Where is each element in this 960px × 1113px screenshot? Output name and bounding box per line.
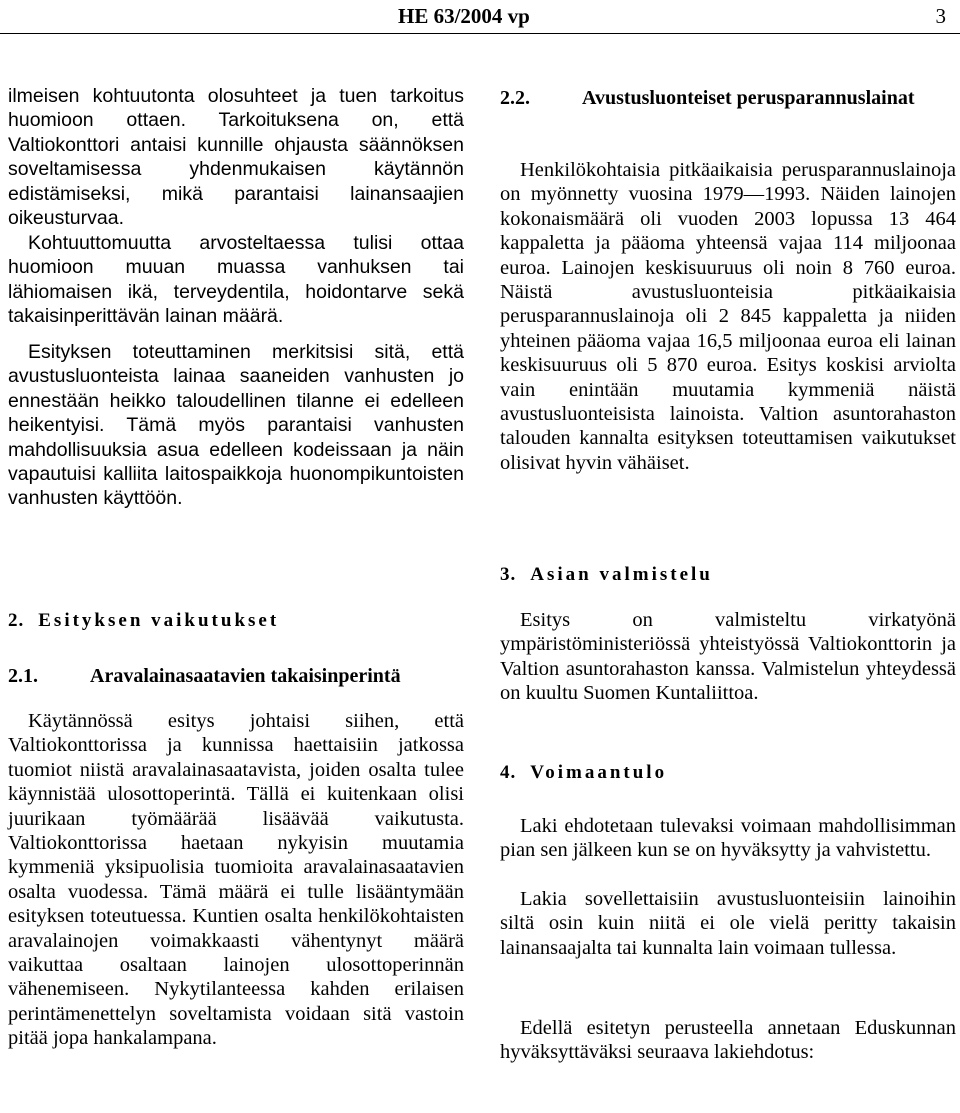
section-4-title: Voimaantulo [530, 762, 668, 783]
paragraph-kaytannossa: Käytännössä esitys johtaisi siihen, että Valtiokonttorissa ja kunnissa haettaisiin jatkossa tuomiot niistä aravalainasaatavista, joiden osalta tulee käynnistää ulosottoperintä. Tällä ei kuitenkaan olisi juurikaan työmäärää lisäävää vaikutusta. Valtiokonttorissa haetaan nykyisin muutamia kymmeniä yksipuolisia tuomioita aravalainasaatavien osalta vuodessa. Tämä määrä ei tulle lisääntymään esityksen toteutuessa. Kuntien osalta henkilökohtaisten aravalainojen voimakkaasti vähentynyt määrä vaikuttaa osaltaan lainojen ulosottoperinnän vähenemiseen. Nykytilanteessa kahden erilaisen perintämenettelyn soveltamista voidaan sitä vastoin pitää jopa hankalampana. [8, 710, 464, 1050]
section-2-2-number: 2.2. [500, 87, 530, 109]
section-2-2-heading [500, 86, 956, 110]
paragraph-esitys-valmisteltu: Esitys on valmisteltu virkatyönä ympäristöministeriössä yhteistyössä Valtiokonttorin ja Valtion asuntorahaston kanssa. Valmistelun yhteydessä on kuultu Suomen Kuntaliittoa. [500, 609, 956, 705]
section-2-number: 2. [8, 610, 25, 631]
section-2-1-title: Aravalainasaatavien takaisinperintä [90, 665, 401, 687]
section-4-heading [500, 762, 667, 784]
paragraph-henkilokohtaisia: Henkilökohtaisia pitkäaikaisia perusparannuslainoja on myönnetty vuosina 1979—1993. Näiden lainojen kokonaismäärä oli vuoden 2003 lopussa 13 464 kappaletta ja pääoma yhteensä vajaa 114 miljoonaa euroa. Lainojen keskisuuruus oli noin 8 760 euroa. Näistä avustusluonteisia pitkäaikaisia perusparannuslainoja oli 2 845 kappaletta ja niiden yhteinen pääoma vajaa 16,5 miljoonaa euroa eli lainan keskisuuruus oli 5 870 euroa. Esitys koskisi arviolta vain enintään muutamia kymmeniä näistä avustusluonteisista lainoista. Valtion asuntorahaston talouden kannalta esityksen toteuttamisen vaikutukset olisivat hyvin vähäiset. [500, 159, 956, 474]
paragraph-laki: Laki ehdotetaan tulevaksi voimaan mahdollisimman pian sen jälkeen kun se on hyväksytty ja vahvistettu. [500, 815, 956, 862]
header-rule [0, 33, 960, 34]
paragraph-kohtuuttomuutta: Kohtuuttomuutta arvosteltaessa tulisi ottaa huomioon muuan muassa vanhuksen tai lähiomaisen ikä, terveydentila, hoidontarve sekä takaisinperittävän lainan määrä. [8, 232, 464, 328]
section-2-1-number: 2.1. [8, 665, 38, 687]
section-2-title: Esityksen vaikutukset [38, 610, 280, 631]
section-2-heading [8, 610, 279, 632]
paragraph-continued: ilmeisen kohtuutonta olosuhteet ja tuen tarkoitus huomioon ottaen. Tarkoituksena on, että Valtiokonttori antaisi kunnille ohjausta säännöksen soveltamisessa yhdenmukaisen käytännön edistämiseksi, mikä parantaisi lainansaajien oikeusturvaa. [8, 85, 464, 230]
paragraph-lakia: Lakia sovellettaisiin avustusluonteisiin lainoihin siltä osin kuin niitä ei ole vielä peritty takaisin lainansaajalta tai kunnalta lain voimaan tullessa. [500, 888, 956, 959]
section-2-1-heading [8, 664, 464, 688]
section-4-number: 4. [500, 762, 517, 783]
paragraph-edella: Edellä esitetyn perusteella annetaan Eduskunnan hyväksyttäväksi seuraava lakiehdotus: [500, 1017, 956, 1064]
page-number: 3 [935, 4, 946, 28]
section-2-2-title: Avustusluonteiset perusparannuslainat [582, 87, 915, 109]
document-id: HE 63/2004 vp [398, 4, 530, 28]
paragraph-esityksen: Esityksen toteuttaminen merkitsisi sitä, että avustusluonteista lainaa saaneiden vanhusten jo ennestään heikko taloudellinen tilanne ei edelleen heikentyisi. Tämä myös parantaisi vanhusten mahdollisuuksia asua edelleen kodeissaan ja näin vapautuisi kalliita laitospaikkoja huonompikuntoisten vanhusten käyttöön. [8, 341, 464, 510]
section-3-number: 3. [500, 564, 517, 585]
section-3-heading [500, 564, 713, 586]
section-3-title: Asian valmistelu [530, 564, 713, 585]
page-header [0, 4, 960, 34]
